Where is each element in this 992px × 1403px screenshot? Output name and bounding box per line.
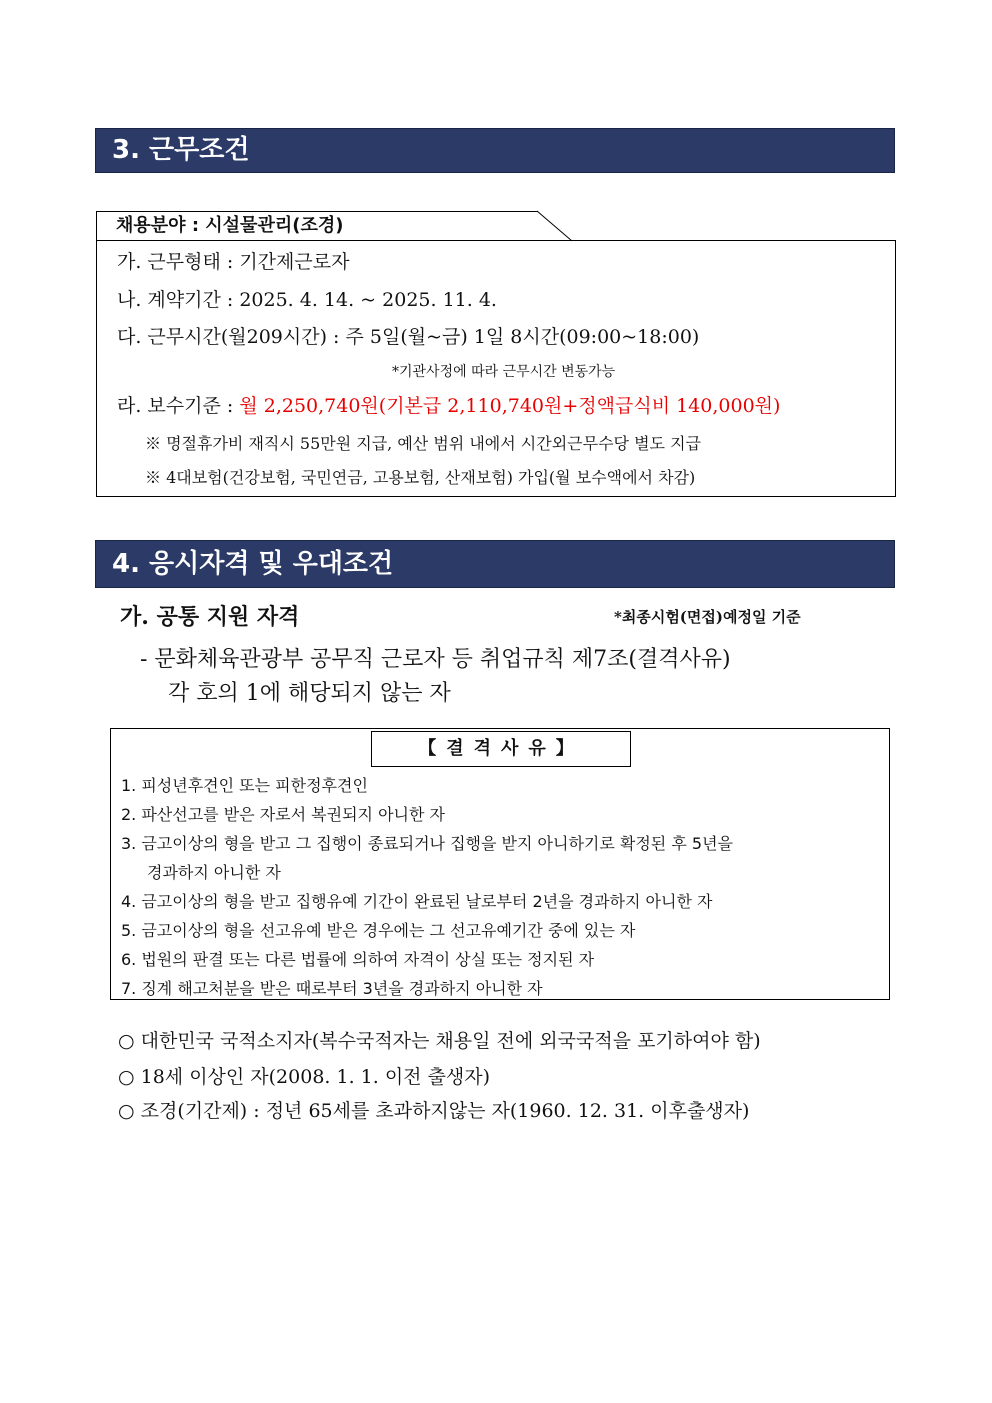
pay-standard-value: 월 2,250,740원(기본급 2,110,740원+정액급식비 140,000원) bbox=[239, 395, 781, 417]
reason-item: 5. 금고이상의 형을 선고유예 받은 경우에는 그 선고유예기간 중에 있는 자 bbox=[121, 921, 636, 940]
rules-line-1: - 문화체육관광부 공무직 근로자 등 취업규칙 제7조(결격사유) bbox=[140, 647, 731, 672]
pay-standard bbox=[117, 391, 780, 418]
holiday-bonus-note: ※ 명절휴가비 재직시 55만원 지급, 예산 범위 내에서 시간외근무수당 별도 지급 bbox=[145, 434, 701, 453]
common-qualification-heading: 가. 공통 지원 자격 bbox=[120, 604, 300, 630]
qualification-basis-note: *최종시험(면접)예정일 기준 bbox=[614, 608, 801, 626]
insurance-note: ※ 4대보험(건강보험, 국민연금, 고용보험, 산재보험) 가입(월 보수액에서 차감) bbox=[145, 468, 696, 487]
work-hours-note: *기관사정에 따라 근무시간 변동가능 bbox=[392, 364, 616, 380]
pay-standard-label: 라. 보수기준 : bbox=[117, 395, 240, 417]
reason-item: 1. 피성년후견인 또는 피한정후견인 bbox=[121, 776, 368, 795]
reason-item-continued: 경과하지 아니한 자 bbox=[147, 863, 281, 882]
nationality-requirement: ○ 대한민국 국적소지자(복수국적자는 채용일 전에 외국국적을 포기하여야 함) bbox=[118, 1030, 761, 1052]
disqualification-title: 【결격사유】 bbox=[371, 731, 631, 767]
work-conditions-box bbox=[96, 240, 896, 497]
retirement-age-requirement: ○ 조경(기간제) : 정년 65세를 초과하지않는 자(1960. 12. 31. 이후출생자) bbox=[118, 1100, 750, 1122]
work-hours: 다. 근무시간(월209시간) : 주 5일(월~금) 1일 8시간(09:00~18:00) bbox=[117, 326, 700, 348]
disqualification-box bbox=[110, 728, 890, 1000]
reason-item: 6. 법원의 판결 또는 다른 법률에 의하여 자격이 상실 또는 정지된 자 bbox=[121, 950, 595, 969]
work-type: 가. 근무형태 : 기간제근로자 bbox=[117, 251, 350, 273]
reason-item: 2. 파산선고를 받은 자로서 복권되지 아니한 자 bbox=[121, 805, 445, 824]
reason-item: 7. 징계 해고처분을 받은 때로부터 3년을 경과하지 아니한 자 bbox=[121, 979, 543, 998]
section-3-header: 3. 근무조건 bbox=[95, 128, 895, 173]
rules-line-2: 각 호의 1에 해당되지 않는 자 bbox=[168, 681, 451, 706]
reason-item: 4. 금고이상의 형을 받고 집행유예 기간이 완료된 날로부터 2년을 경과하지 아니한 자 bbox=[121, 892, 713, 911]
reason-item: 3. 금고이상의 형을 받고 그 집행이 종료되거나 집행을 받지 아니하기로 확정된 후 5년을 bbox=[121, 834, 733, 853]
tab-slant-divider bbox=[536, 210, 576, 242]
section-4-header: 4. 응시자격 및 우대조건 bbox=[95, 540, 895, 588]
recruit-field-label: 채용분야 : 시설물관리(조경) bbox=[116, 215, 344, 236]
contract-period: 나. 계약기간 : 2025. 4. 14. ~ 2025. 11. 4. bbox=[117, 289, 497, 311]
age-requirement: ○ 18세 이상인 자(2008. 1. 1. 이전 출생자) bbox=[118, 1066, 491, 1088]
